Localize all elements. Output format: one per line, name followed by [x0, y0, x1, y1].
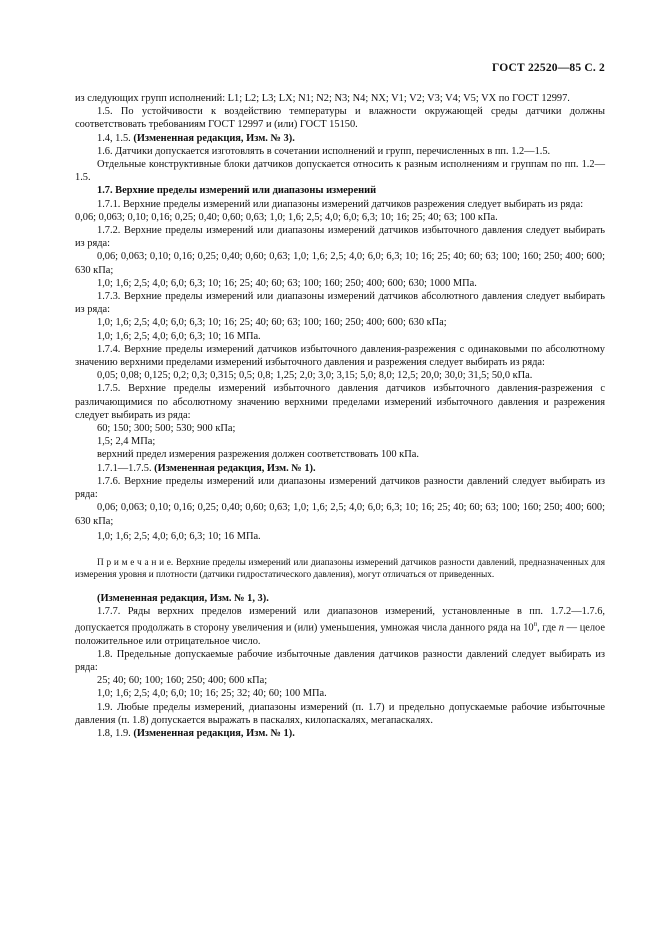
- value-series: 25; 40; 60; 100; 160; 250; 400; 600 кПа;: [97, 675, 268, 687]
- paragraph: 1.7.4. Верхние пределы измерений датчиков избыточного давления-разрежения с одинаковыми по абсолютному значению верхними пределами измерений избыточного давления и разрежения следует выбирать из ряда:: [75, 343, 605, 369]
- note-text: Верхние пределы измерений или диапазоны измерений датчиков разности давлений, предназначенных для измерения уровня и плотности (датчики гидростатического давления), могут отличаться от приведенных.: [75, 557, 606, 581]
- paragraph: 1.5. По устойчивости к воздействию температуры и влажности окружающей среды датчики должны соответствовать требованиям ГОСТ 12997 и (или) ГОСТ 15150.: [75, 106, 605, 131]
- paragraph: Отдельные конструктивные блоки датчиков допускается относить к разным исполнениям и группам по пп. 1.2—1.5.: [75, 159, 605, 184]
- note: [75, 557, 605, 582]
- value-series: 1,0; 1,6; 2,5; 4,0; 6,0; 10; 16; 25; 32; 40; 60; 100 МПа.: [97, 688, 327, 700]
- exponent: n: [533, 619, 538, 628]
- value-series: 60; 150; 300; 500; 530; 900 кПа;: [97, 423, 236, 435]
- paragraph: 1.7.1. Верхние пределы измерений или диапазоны измерений датчиков разрежения следует выбирать из ряда:: [97, 198, 584, 210]
- clause-number: 1.7.1—1.7.5.: [97, 462, 152, 474]
- paragraph: 1.7.6. Верхние пределы измерений или диапазоны измерений датчиков разности давлений следует выбирать из ряда:: [75, 475, 605, 501]
- clause-number: 1.8, 1.9.: [97, 728, 131, 739]
- paragraph: верхний предел измерения разрежения должен соответствовать 100 кПа.: [97, 449, 419, 461]
- paragraph: [75, 605, 605, 648]
- paragraph: 1.7.5. Верхние пределы измерений избыточного давления датчиков избыточного давления-разрежения с различающимися по абсолютному значению верхними пределами измерений избыточного давления и разрежения следует выбирать из ряда:: [75, 383, 605, 421]
- revision-note: [75, 462, 605, 475]
- value-series: 0,05; 0,08; 0,125; 0,2; 0,3; 0,315; 0,5; 0,8; 1,25; 2,0; 3,0; 3,15; 5,0; 8,0; 12,5; 20,0; 30,0; 31,5; 50,0 кПа.: [97, 370, 533, 382]
- paragraph: 1.9. Любые пределы измерений, диапазоны измерений (п. 1.7) и предельно допускаемые рабочие избыточные давления (п. 1.8) допускается выражать в паскалях, килопаскалях, мегапаскалях.: [75, 701, 605, 726]
- paragraph: из следующих групп исполнений: L1; L2; L3; LX; N1; N2; N3; N4; NX; V1; V2; V3; V4; V5; VX по ГОСТ 12997.: [75, 93, 570, 104]
- value-series: 0,06; 0,063; 0,10; 0,16; 0,25; 0,40; 0,60; 0,63; 1,0; 1,6; 2,5; 4,0; 6,0; 6,3; 10; 16; 25; 40; 60; 63; 100; 160; 250; 400; 600; 630 кПа;: [75, 502, 605, 527]
- value-series: 1,0; 1,6; 2,5; 4,0; 6,0; 6,3; 10; 16 МПа.: [97, 330, 261, 342]
- paragraph: 1.7.3. Верхние пределы измерений или диапазоны измерений датчиков абсолютного давления следует выбирать из ряда:: [75, 291, 605, 316]
- revision-note: [75, 727, 605, 740]
- revision-label: (Измененная редакция, Изм. № 1).: [133, 728, 295, 739]
- note-label: П р и м е ч а н и е.: [97, 557, 174, 568]
- spacer: [75, 582, 605, 592]
- document-body: [75, 92, 605, 740]
- value-series: 0,06; 0,063; 0,10; 0,16; 0,25; 0,40; 0,60; 0,63; 1,0; 1,6; 2,5; 4,0; 6,0; 6,3; 10; 16; 25; 40; 63; 100 кПа.: [75, 211, 498, 223]
- revision-label: (Измененная редакция, Изм. № 1).: [154, 462, 316, 474]
- value-series: 1,0; 1,6; 2,5; 4,0; 6,0; 6,3; 10; 16; 25; 40; 60; 63; 100; 160; 250; 400; 600; 630; 1000 МПа.: [97, 277, 477, 289]
- clause-number: 1.4, 1.5.: [97, 132, 131, 144]
- revision-note: [75, 132, 605, 145]
- text-run: 1.7.7. Ряды верхних пределов измерений или диапазонов измерений, установленные в пп. 1.7.2—1.7.6, допускается продолжать в сторону увеличения и (или) уменьшения, умножая числа данного ряда на 10: [75, 605, 605, 634]
- revision-label: (Измененная редакция, Изм. № 1, 3).: [97, 592, 269, 604]
- section-heading: 1.7. Верхние пределы измерений или диапазоны измерений: [97, 185, 377, 197]
- page-header: ГОСТ 22520—85 С. 2: [492, 62, 605, 74]
- revision-label: (Измененная редакция, Изм. № 3).: [133, 132, 295, 144]
- paragraph: 1.7.2. Верхние пределы измерений или диапазоны измерений датчиков избыточного давления следует выбирать из ряда:: [75, 225, 605, 250]
- text-run: — целое положительное или отрицательное число.: [75, 622, 605, 647]
- paragraph: 1.8. Предельные допускаемые рабочие избыточные давления датчиков разности давлений следует выбирать из ряда:: [75, 648, 605, 673]
- variable: n: [558, 622, 564, 634]
- paragraph: 1.6. Датчики допускается изготовлять в сочетании исполнений и групп, перечисленных в пп. 1.2—1.5.: [97, 145, 551, 157]
- value-series: 1,0; 1,6; 2,5; 4,0; 6,0; 6,3; 10; 16 МПа.: [97, 530, 261, 542]
- text-run: , где: [537, 622, 559, 634]
- value-series: 1,0; 1,6; 2,5; 4,0; 6,0; 6,3; 10; 16; 25; 40; 60; 63; 100; 160; 250; 400; 600; 630 кПа;: [97, 317, 447, 329]
- value-series: 0,06; 0,063; 0,10; 0,16; 0,25; 0,40; 0,60; 0,63; 1,0; 1,6; 2,5; 4,0; 6,0; 6,3; 10; 16; 25; 40; 60; 63; 100; 160; 250; 400; 600; 630 кПа;: [75, 251, 605, 276]
- value-series: 1,5; 2,4 МПа;: [97, 436, 156, 448]
